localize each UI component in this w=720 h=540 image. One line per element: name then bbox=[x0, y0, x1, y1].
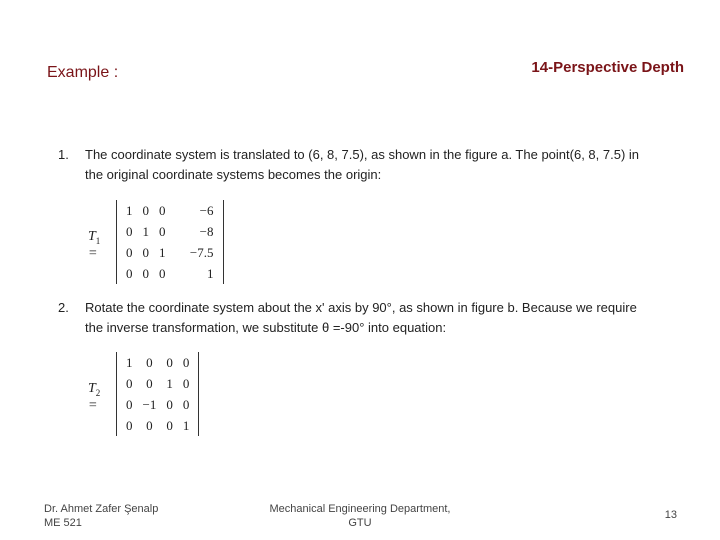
matrix-row bbox=[121, 263, 219, 284]
matrix-label: $T_2$ = bbox=[88, 381, 101, 413]
matrix-cell: 0 bbox=[126, 396, 133, 412]
matrix-cell: 0 bbox=[126, 375, 133, 391]
matrix-cell: 0 bbox=[126, 244, 133, 260]
page-number: 13 bbox=[664, 509, 677, 521]
matrix-cell: 0 bbox=[166, 417, 173, 433]
matrix-cell: 1 bbox=[166, 375, 173, 391]
item-text: The coordinate system is translated to (6, 8, 7.5), as shown in the figure a. The point(6, 8, 7.5) in the original coordinate systems becomes the origin: bbox=[85, 147, 639, 182]
matrix-row bbox=[121, 352, 194, 373]
matrix-cell: 1 bbox=[142, 223, 149, 239]
matrix-brackets bbox=[116, 352, 199, 436]
footer-department bbox=[260, 502, 460, 530]
item-text: Rotate the coordinate system about the x' axis by 90°, as shown in figure b. Because we require the inverse transformation, we substitute θ =-90° into equation: bbox=[85, 300, 637, 335]
matrix-cell: 0 bbox=[159, 202, 166, 218]
matrix-table bbox=[121, 352, 194, 436]
matrix-cell: −1 bbox=[142, 396, 157, 412]
matrix-cell: 1 bbox=[159, 244, 166, 260]
matrix-cell: 0 bbox=[182, 375, 190, 391]
matrix-cell: 0 bbox=[126, 417, 133, 433]
matrix-cell: 0 bbox=[126, 265, 133, 281]
matrix-cell: 0 bbox=[166, 396, 173, 412]
slide-title: 14-Perspective Depth bbox=[531, 59, 684, 76]
matrix-cell: 0 bbox=[159, 265, 166, 281]
matrix-row bbox=[121, 200, 219, 221]
list-item-2 bbox=[58, 298, 658, 338]
matrix-row bbox=[121, 221, 219, 242]
footer-author bbox=[44, 502, 158, 530]
item-number: 1. bbox=[58, 147, 69, 162]
list-item-1 bbox=[58, 145, 658, 185]
matrix-row bbox=[121, 373, 194, 394]
matrix-cell: −7.5 bbox=[189, 244, 214, 260]
matrix-row bbox=[121, 394, 194, 415]
matrix-cell: 0 bbox=[142, 265, 149, 281]
example-label: Example : bbox=[47, 64, 119, 81]
department-line-1: Mechanical Engineering Department, bbox=[269, 503, 451, 515]
course-code: ME 521 bbox=[44, 517, 82, 529]
department-line-2: GTU bbox=[348, 517, 372, 529]
matrix-cell: 1 bbox=[182, 417, 190, 433]
matrix-cell: 0 bbox=[146, 417, 153, 433]
matrix-label: $T_1$ = bbox=[88, 229, 101, 261]
matrix-cell: 0 bbox=[182, 396, 190, 412]
matrix-cell: 0 bbox=[146, 375, 153, 391]
matrix-cell: 0 bbox=[126, 223, 133, 239]
matrix-cell: 0 bbox=[146, 354, 153, 370]
matrix-cell: −8 bbox=[199, 223, 214, 239]
matrix-row bbox=[121, 242, 219, 263]
matrix-table bbox=[121, 200, 219, 284]
matrix-cell: 1 bbox=[126, 354, 133, 370]
item-number: 2. bbox=[58, 300, 69, 315]
author-name: Dr. Ahmet Zafer Şenalp bbox=[44, 503, 159, 515]
matrix-cell: 0 bbox=[159, 223, 166, 239]
matrix-cell: 0 bbox=[142, 202, 149, 218]
matrix-cell: 0 bbox=[182, 354, 190, 370]
matrix-brackets bbox=[116, 200, 224, 284]
matrix-row bbox=[121, 415, 194, 436]
matrix-cell: −6 bbox=[199, 202, 214, 218]
matrix-cell: 0 bbox=[166, 354, 173, 370]
matrix-cell: 0 bbox=[142, 244, 149, 260]
matrix-cell: 1 bbox=[126, 202, 133, 218]
matrix-cell: 1 bbox=[207, 265, 214, 281]
